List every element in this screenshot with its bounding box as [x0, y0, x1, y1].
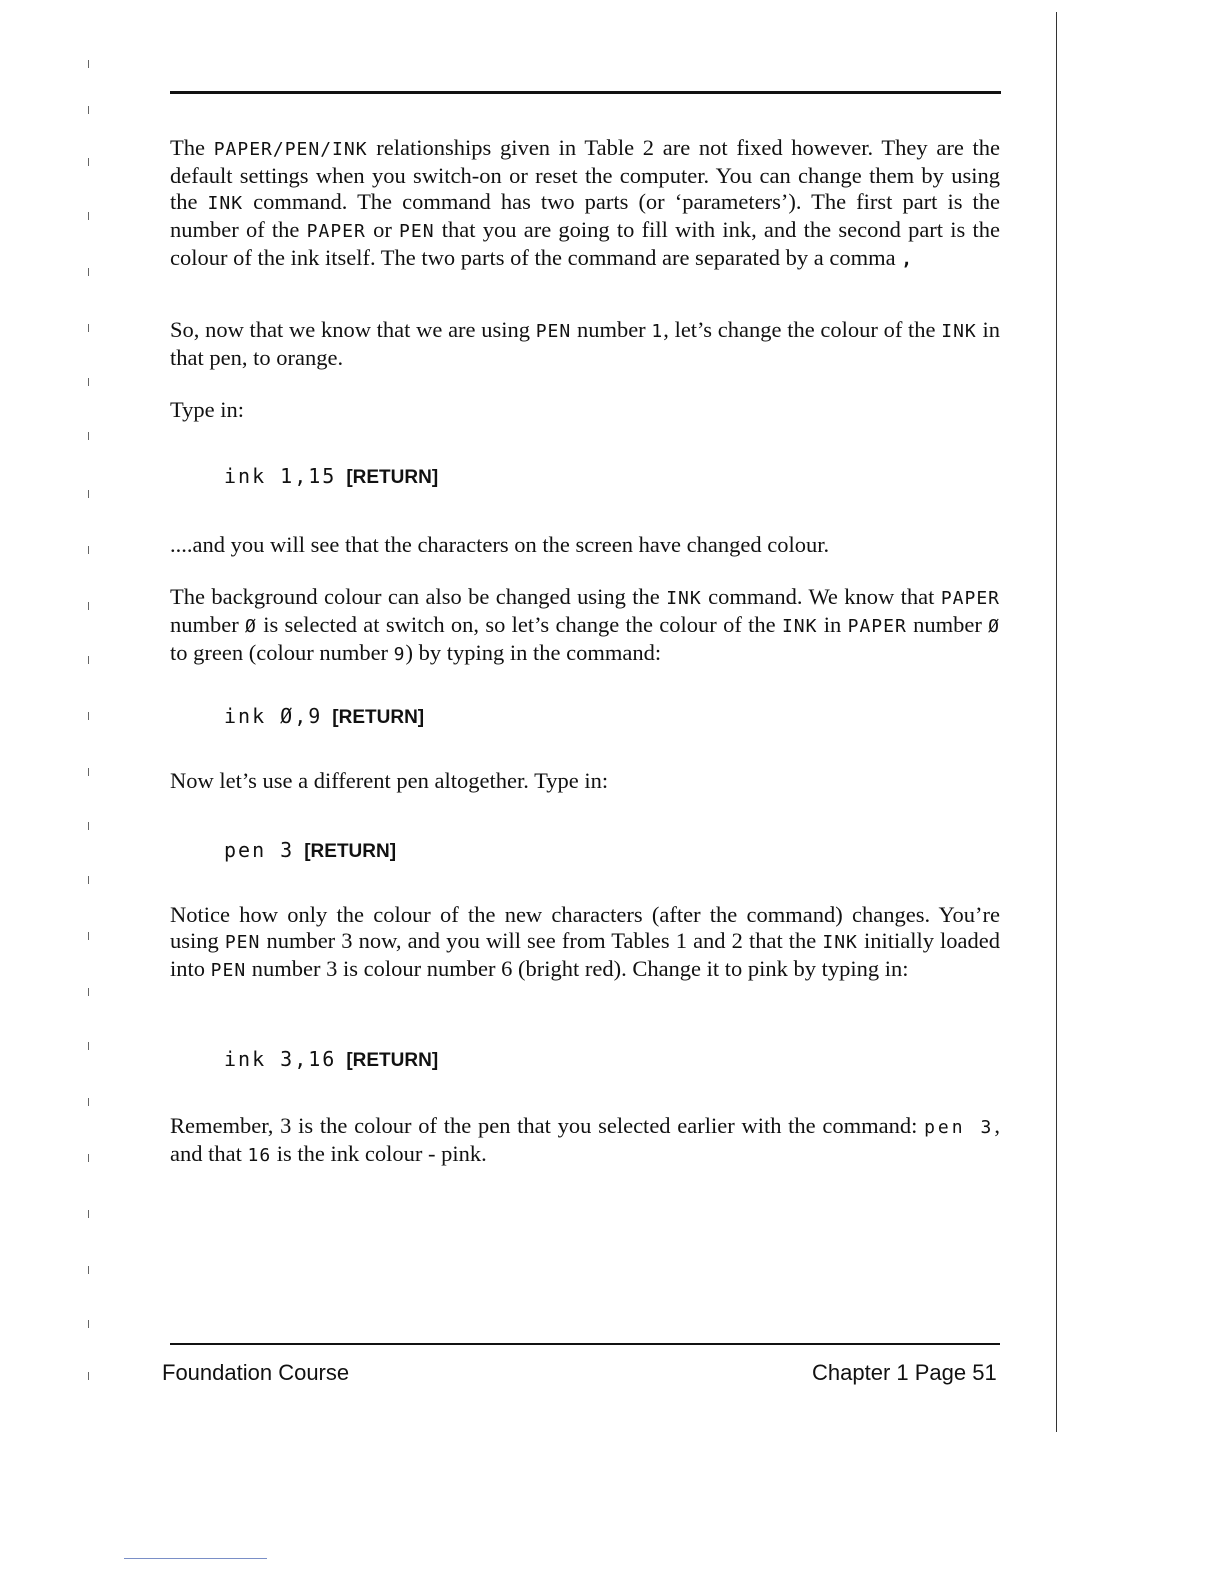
margin-mark	[88, 212, 89, 220]
margin-mark	[88, 1372, 89, 1380]
margin-mark	[88, 432, 89, 440]
margin-mark	[88, 1098, 89, 1106]
margin-mark	[88, 988, 89, 996]
command-ink-1-15: ink 1,15 [RETURN]	[224, 464, 439, 488]
paragraph-remember: Remember, 3 is the colour of the pen that you selected earlier with the command: pen 3, and that 16 is the ink colour - pink.	[170, 1113, 1000, 1166]
margin-mark	[88, 490, 89, 498]
margin-mark	[88, 106, 89, 114]
paragraph-different-pen: Now let’s use a different pen altogether. Type in:	[170, 768, 609, 793]
margin-mark	[88, 1266, 89, 1274]
paragraph-result: ....and you will see that the characters on the screen have changed colour.	[170, 532, 830, 557]
margin-mark	[88, 602, 89, 610]
margin-mark	[88, 768, 89, 776]
margin-mark	[88, 656, 89, 664]
margin-mark	[88, 268, 89, 276]
paragraph-notice: Notice how only the colour of the new characters (after the command) changes. You’re using PEN number 3 now, and you will see from Tables 1 and 2 that the INK initially loaded into PEN number 3 is colour number 6 (bright red). Change it to pink by typing in:	[170, 902, 1001, 981]
margin-mark	[88, 1210, 89, 1218]
margin-mark	[88, 876, 89, 884]
paragraph-change-pen: So, now that we know that we are using PEN number 1, let’s change the colour of the INK in that pen, to orange.	[170, 317, 1000, 370]
command-ink-3-16: ink 3,16 [RETURN]	[224, 1047, 439, 1071]
margin-mark	[88, 378, 89, 386]
paragraph-type-in: Type in:	[170, 397, 245, 422]
margin-mark	[88, 712, 89, 720]
margin-mark	[88, 1042, 89, 1050]
footer-course-title: Foundation Course	[162, 1360, 350, 1385]
margin-mark	[88, 324, 89, 332]
margin-mark	[88, 158, 89, 166]
margin-mark	[88, 932, 89, 940]
margin-mark	[88, 1154, 89, 1162]
command-pen-3: pen 3 [RETURN]	[224, 838, 397, 862]
footer-page-number: Chapter 1 Page 51	[812, 1360, 997, 1385]
top-rule	[170, 91, 1001, 94]
right-margin-line	[1056, 12, 1057, 1432]
bottom-rule	[170, 1343, 1000, 1345]
margin-mark	[88, 822, 89, 830]
margin-mark	[88, 546, 89, 554]
margin-mark	[88, 60, 89, 68]
command-ink-0-9: ink Ø,9 [RETURN]	[224, 704, 425, 728]
paragraph-background: The background colour can also be changed using the INK command. We know that PAPER number Ø is selected at switch on, so let’s change the colour of the INK in PAPER number Ø to green (colour number 9) by typing in the command:	[170, 584, 1000, 665]
margin-mark	[88, 1320, 89, 1328]
scan-edge-line	[124, 1558, 267, 1559]
paragraph-intro: The PAPER/PEN/INK relationships given in Table 2 are not fixed however. They are the default settings when you switch-on or reset the computer. You can change them by using the INK command. The command has two parts (or ‘parameters’). The first part is the number of the PAPER or PEN that you are going to fill with ink, and the second part is the colour of the ink itself. The two parts of the command are separated by a comma ,	[170, 135, 1001, 270]
